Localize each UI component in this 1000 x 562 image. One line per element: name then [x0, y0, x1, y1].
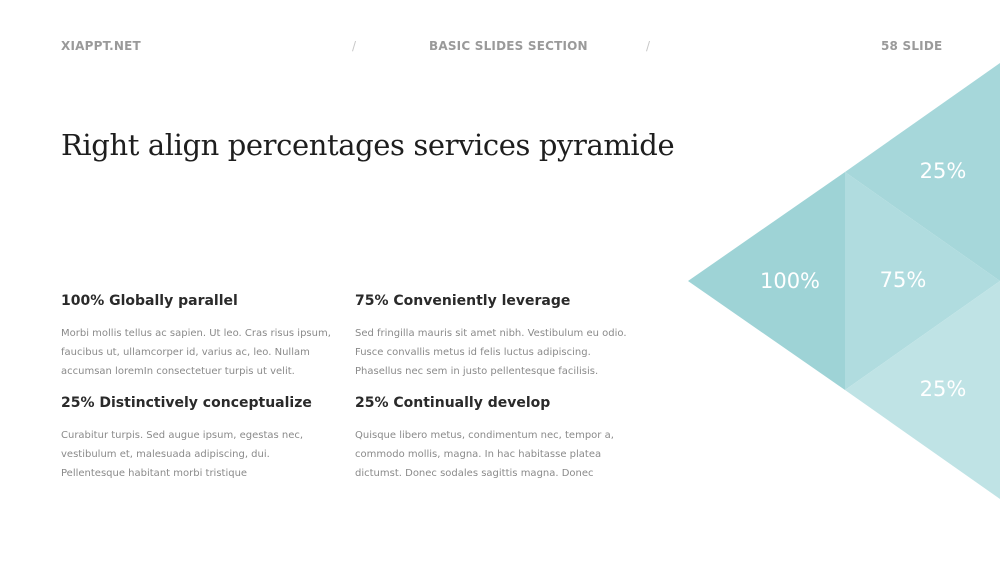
- pyramid-label-25-bottom: 25%: [919, 377, 967, 401]
- service-heading: 25% Continually develop: [355, 395, 551, 411]
- service-description: Morbi mollis tellus ac sapien. Ut leo. Cras risus ipsum, faucibus ut, ullamcorper id, varius ac, leo. Nullam accumsan loremIn consectetuer turpis ut velit.: [61, 328, 331, 377]
- service-heading: 25% Distinctively conceptualize: [61, 395, 312, 411]
- service-heading: 100% Globally parallel: [61, 293, 238, 309]
- header-separator: /: [352, 39, 357, 53]
- slide-number: 58 SLIDE: [881, 39, 943, 53]
- service-description: Curabitur turpis. Sed augue ipsum, egestas nec, vestibulum et, malesuada adipiscing, dui. Pellentesque habitant morbi tristique: [61, 430, 304, 479]
- page-title: Right align percentages services pyramide: [61, 128, 675, 162]
- pyramid-label-100: 100%: [759, 269, 821, 293]
- pyramid-label-25-top: 25%: [919, 159, 967, 183]
- service-heading: 75% Conveniently leverage: [355, 293, 571, 309]
- site-name: XIAPPT.NET: [61, 39, 141, 53]
- pyramid-label-75: 75%: [879, 268, 927, 292]
- header-separator: /: [646, 39, 651, 53]
- service-description: Sed fringilla mauris sit amet nibh. Vestibulum eu odio. Fusce convallis metus id felis luctus adipiscing. Phasellus nec sem in justo pellentesque facilisis.: [355, 328, 627, 377]
- service-description: Quisque libero metus, condimentum nec, tempor a, commodo mollis, magna. In hac habitasse platea dictumst. Donec sodales sagittis magna. Donec: [355, 430, 614, 479]
- section-name: BASIC SLIDES SECTION: [429, 39, 588, 53]
